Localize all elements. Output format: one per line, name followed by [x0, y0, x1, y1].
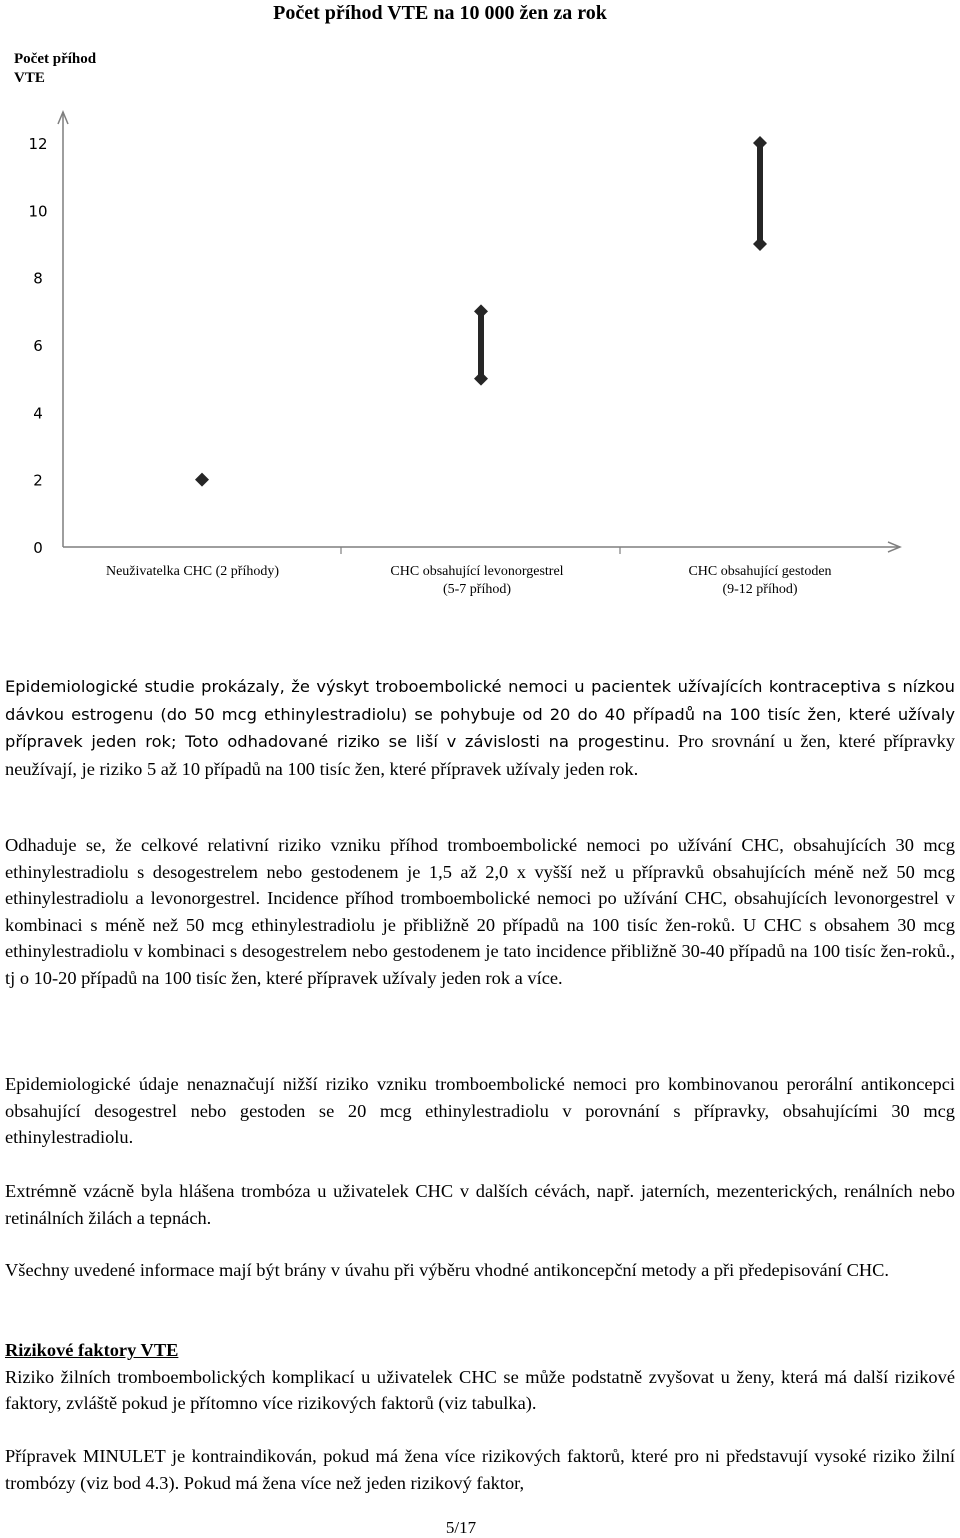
- paragraph-relative-risk: Odhaduje se, že celkové relativní riziko vzniku příhod tromboembolické nemoci po užívání CHC, obsahujících 30 mcg ethinylestradiolu s desogestrelem nebo gestodenem je 1,5 až 2,0 x vyšší než u přípravků obsahujících méně než 50 mcg ethinylestradiolu a levonorgestrel. Incidence příhod tromboembolické nemoci po užívání CHC, obsahujících levonorgestrel v kombinaci s méně než 50 mcg ethinylestradiolu je přibližně 20 případů na 100 tisíc žen-roků. U CHC s obsahem 30 mcg ethinylestradiolu v kombinaci s desogestrelem nebo gestodenem je tato incidence přibližně 30-40 případů na 100 tisíc žen-roků., tj o 10-20 případů na 100 tisíc žen, které přípravek užívaly jeden rok a více.: [5, 835, 955, 988]
- y-tick-label: 0: [33, 539, 43, 557]
- paragraph-epidemiology-part1: Epidemiologické studie prokázaly, že výskyt troboembolické nemoci u pacientek užívajících kontraceptiva s nízkou dávkou estrogenu (do 50 mcg ethinylestradiolu) se pohybuje od 20 do 40 případů na 100 tisíc žen, které užívaly přípravek jeden rok; Toto odhadované riziko se liší v závislosti na progestinu.: [5, 677, 955, 751]
- y-tick-label: 8: [33, 269, 43, 288]
- paragraph-epidemiology-part2: Pro srovnání u žen, které přípravky neužívají, je riziko 5 až 10 případů na 100 tisíc žen, které přípravek užívaly jeden rok.: [5, 731, 955, 779]
- category-label-levonorgestrel: [362, 563, 592, 599]
- y-axis-title: Počet příhod VTE: [14, 51, 97, 86]
- category-label-line1: Neuživatelka CHC (2 příhody): [105, 564, 279, 579]
- range-high-marker-3: [753, 136, 767, 150]
- range-low-marker-2: [474, 372, 488, 386]
- range-high-marker-2: [474, 304, 488, 318]
- y-tick-label: 2: [33, 471, 43, 490]
- point-marker-1: [195, 473, 209, 487]
- vte-range-chart: [0, 100, 920, 560]
- paragraph-epidemiological-data: Epidemiologické údaje nenaznačují nižší riziko vzniku tromboembolické nemoci pro kombinovanou perorální antikoncepci obsahující desogestrel nebo gestoden se 20 mcg ethinylestradiolu v porovnání s přípravky, obsahujícími 30 mcg ethinylestradiolu.: [5, 1074, 955, 1147]
- y-tick-label: 6: [33, 337, 43, 355]
- category-label-line1: CHC obsahující levonorgestrel: [390, 564, 564, 579]
- category-label-nonuser: [85, 563, 300, 581]
- category-label-line2: (5-7 příhod): [442, 582, 512, 597]
- y-tick-label: 10: [28, 202, 48, 221]
- paragraph-epidemiology: [5, 673, 955, 782]
- paragraph-risk-factors: Riziko žilních tromboembolických komplikací u uživatelek CHC se může podstatně zvyšovat u ženy, která má další rizikové faktory, zvláště pokud je přítomno více rizikových faktorů (viz tabulka).: [5, 1366, 955, 1413]
- category-label-line1: CHC obsahující gestoden: [688, 564, 832, 579]
- chart-title: Počet příhod VTE na 10 000 žen za rok: [273, 2, 607, 24]
- category-label-gestoden: [650, 563, 870, 599]
- paragraph-contraindication: Přípravek MINULET je kontraindikován, pokud má žena více rizikových faktorů, které pro ni představují vysoké riziko žilní trombózy (viz bod 4.3). Pokud má žena více než jeden rizikový faktor,: [5, 1446, 955, 1493]
- section-heading: Rizikové faktory VTE: [5, 1340, 179, 1360]
- range-low-marker-3: [753, 237, 767, 251]
- paragraph-information: Všechny uvedené informace mají být brány v úvahu při výběru vhodné antikoncepční metody a při předepisování CHC.: [5, 1260, 890, 1280]
- category-label-line2: (9-12 příhod): [722, 582, 798, 597]
- y-tick-label: 4: [33, 404, 43, 423]
- section-risk-factors: [5, 1337, 955, 1417]
- page-number: 5/17: [445, 1518, 477, 1537]
- y-tick-label: 12: [28, 135, 48, 153]
- paragraph-thrombosis: Extrémně vzácně byla hlášena trombóza u uživatelek CHC v dalších cévách, např. jaterních, mezenterických, renálních nebo retinálních žilách a tepnách.: [5, 1181, 955, 1228]
